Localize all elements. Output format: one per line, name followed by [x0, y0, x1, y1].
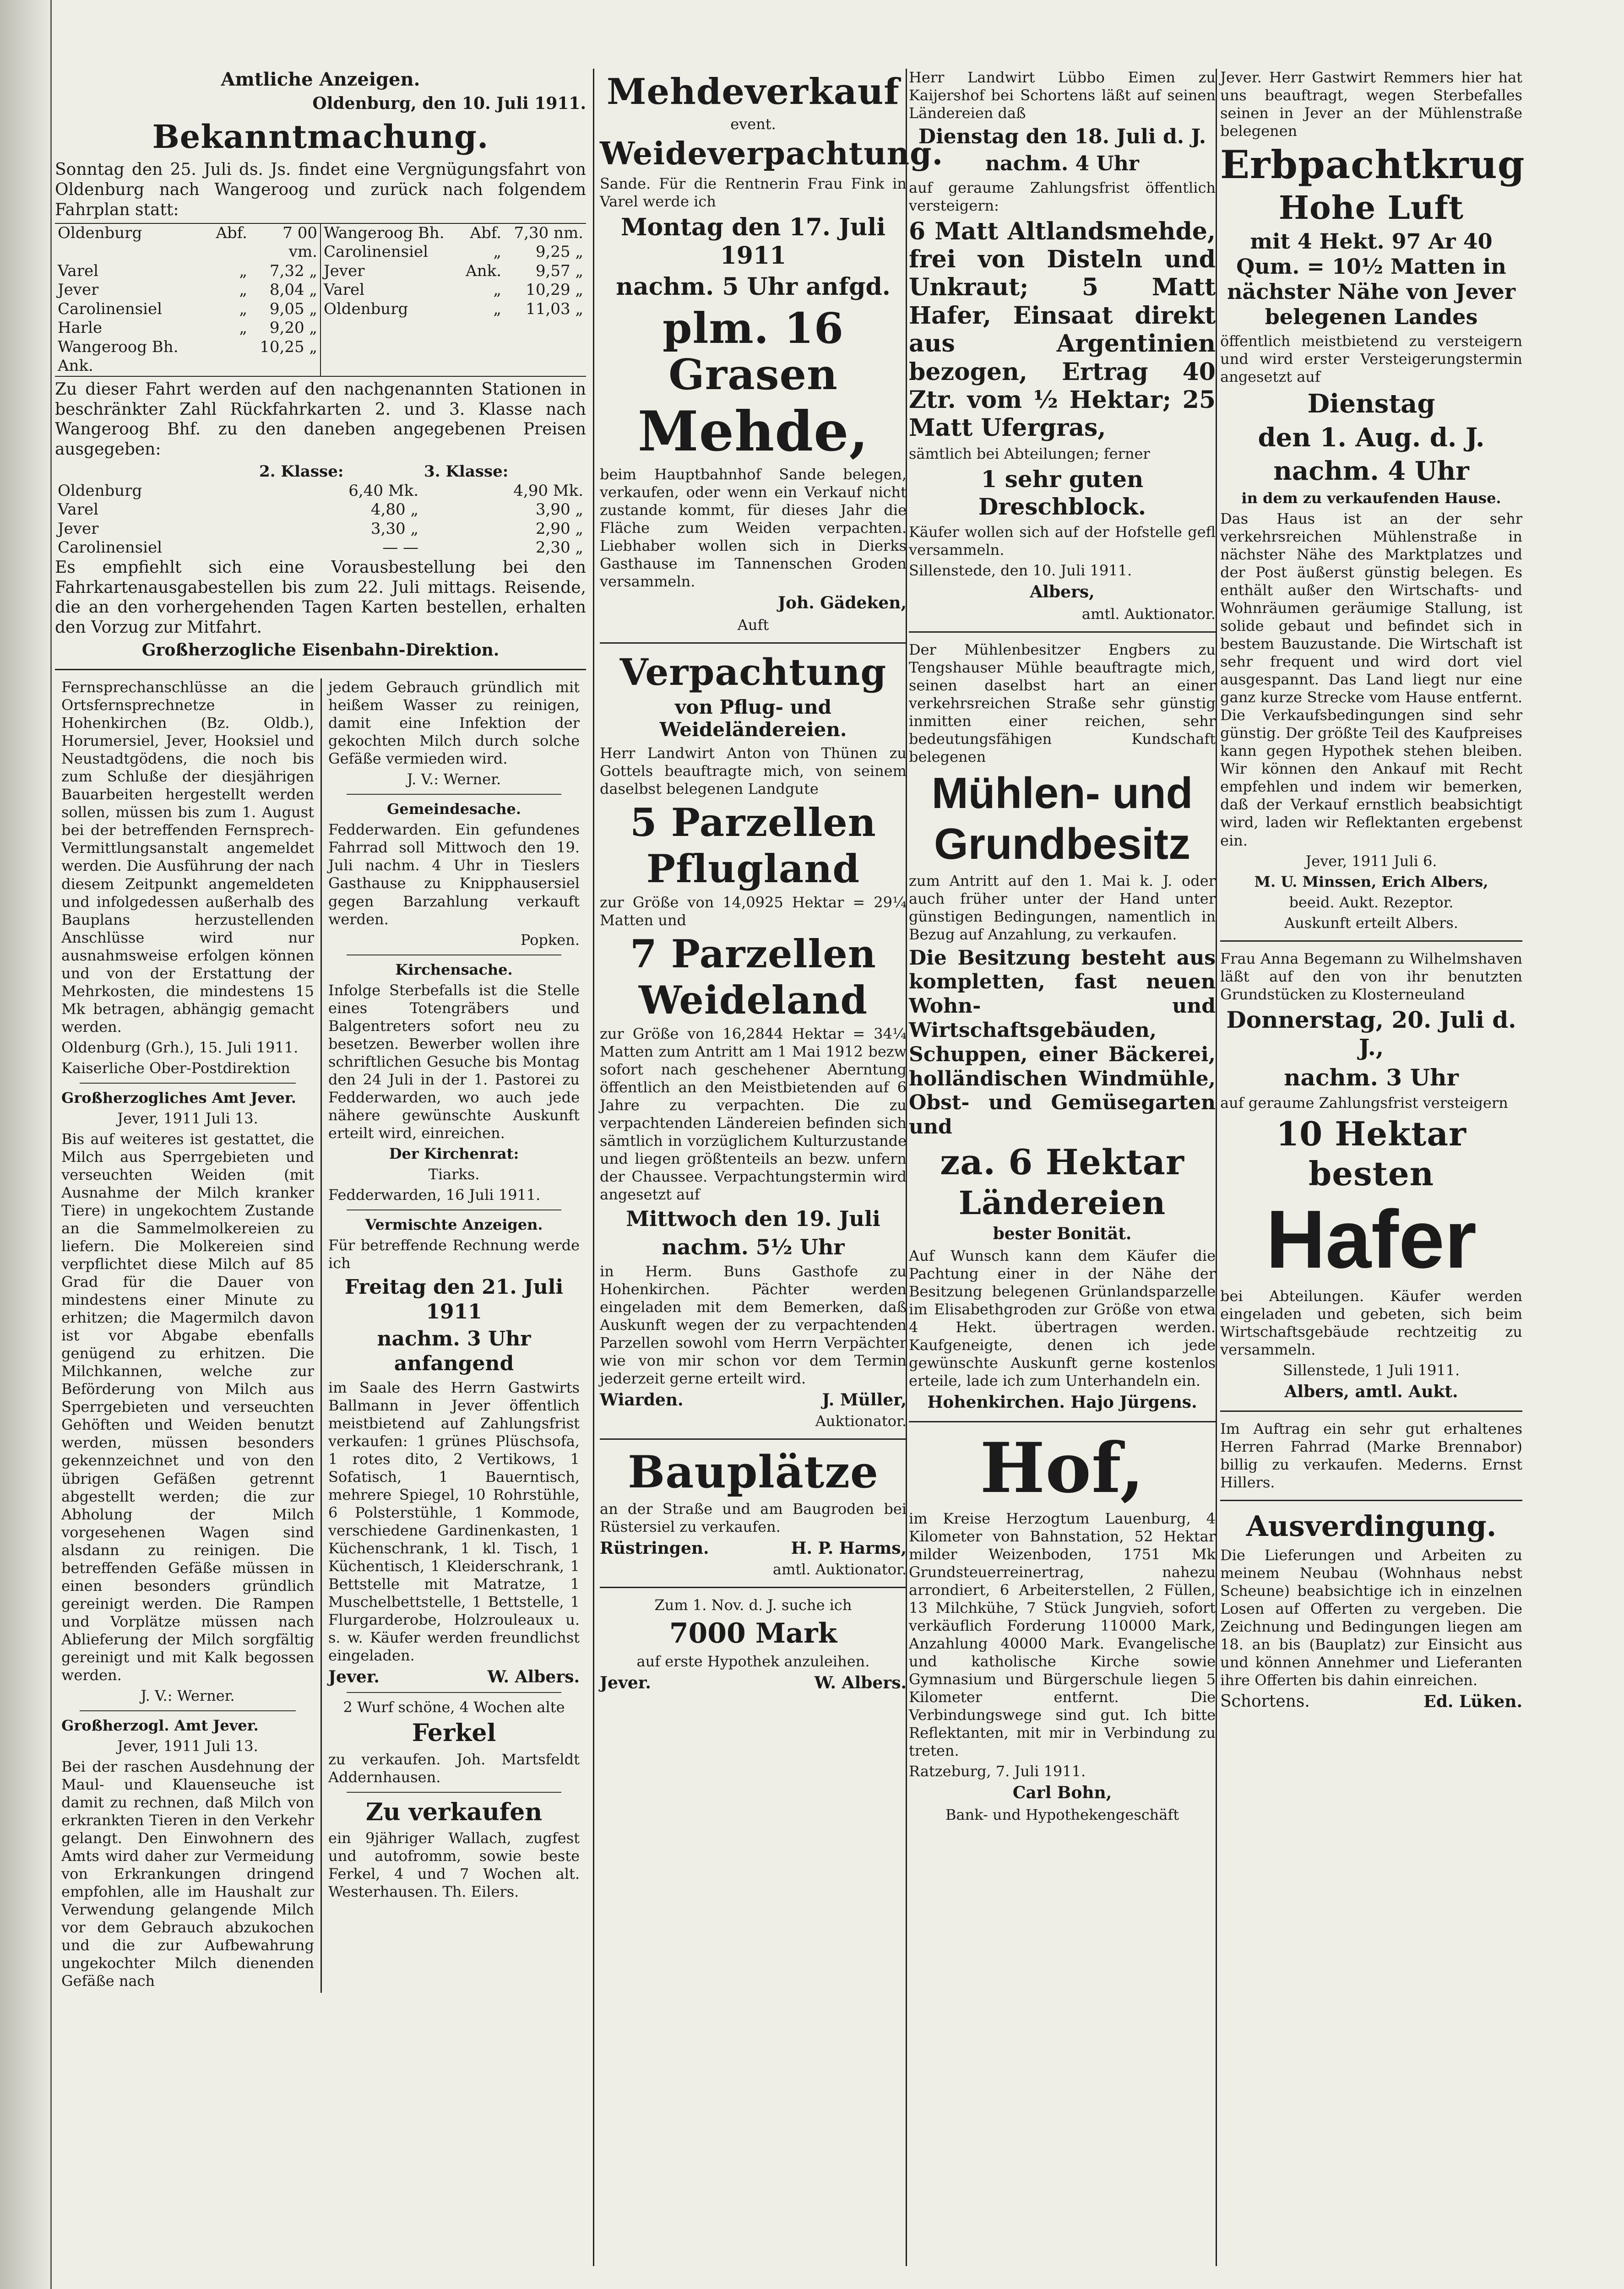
fare-row-cell: 4,80 „ [370, 500, 419, 519]
inn-text: öffentlich meistbietend zu versteigern und wird erster Versteigerungstermin angesetzt auf [1220, 332, 1522, 386]
timetable-row-cell: „ [239, 299, 247, 318]
farm-date: Ratzeburg, 7. Juli 1911. [909, 1763, 1086, 1780]
inn-date: den 1. Aug. d. J. [1258, 422, 1485, 453]
hay-word: Mehde, [637, 399, 869, 464]
church-heading: Kirchensache. [395, 960, 513, 978]
loan-amount: 7000 Mark [669, 1617, 837, 1649]
pasture-land: Weideland [638, 977, 868, 1023]
misc-heading: Vermischte Anzeigen. [365, 1216, 543, 1234]
lease-place: Wiarden. [600, 1390, 684, 1410]
timetable-row-cell: Carolinensiel [58, 299, 162, 318]
tender-signer: Ed. Lüken. [1423, 1692, 1522, 1711]
timetable-row [321, 243, 586, 261]
adjacent-page-edge [0, 0, 52, 2289]
lease-intro: Herr Landwirt Anton von Thünen zu Gottels beauftragte mich, von seinem daselbst belegenen Landgute [600, 744, 907, 798]
loan-intro: Zum 1. Nov. d. J. suche ich [654, 1596, 852, 1614]
timetable-row [55, 224, 320, 262]
pasture-text: zur Größe von 16,2844 Hektar = 34¼ Matten zum Antritt am 1 Mai 1912 bezw sofort nach geschehener Aberntung öffentlich an den Meistbietenden auf 6 Jahre zu verpachten. Die zu verpachtenden Ländereien befinden sich sämtlich in vorzüglichem Kulturzustande und liegen größtenteils an bezw. unfern der Chaussee. Verpachtungstermin wird angesetzt auf [600, 1025, 907, 1204]
fare-intro: Zu dieser Fahrt werden auf den nachgenannten Stationen in beschränkter Zahl Rückfahrkarten 2. und 3. Klasse nach Wangeroog Bhf. zu den daneben angegebenen Preisen ausgegeben: [55, 380, 586, 459]
timetable-row-cell: Carolinensiel [324, 243, 428, 261]
inn-date-line: Jever, 1911 Juli 6. [1305, 852, 1437, 870]
fare-row-cell: 3,90 „ [535, 500, 583, 519]
fare-row-cell: 2,30 „ [535, 538, 583, 557]
timetable-row-cell: „ [239, 281, 247, 299]
milk-notice-sign: J. V.: Werner. [141, 1687, 235, 1704]
hay-date: Montag den 17. Juli 1911 [620, 213, 886, 270]
mill-quality: bester Bonität. [993, 1224, 1132, 1243]
mill-description: Die Besitzung besteht aus kompletten, fast neuen Wohn- und Wirtschaftsgebäuden, Schuppen, einer Bäckerei, holländischen Windmühle, Obst- und Gemüsegarten und [909, 946, 1216, 1139]
divider [80, 1083, 296, 1084]
lease-heading: Verpachtung [619, 651, 887, 694]
oats2-heading: Hafer [1266, 1193, 1477, 1286]
municipal-heading: Gemeindesache. [386, 800, 521, 818]
hay-signer-title: Auft [737, 616, 769, 634]
timetable-outbound [55, 224, 320, 376]
oats-time: nachm. 4 Uhr [985, 152, 1139, 175]
mill-intro: Der Mühlenbesitzer Engbers zu Tengshauser Mühle beauftragte mich, seinen daselbst hart an einer verkehrsreichen Straße sehr günstig inmitten einer reichen, sehr bedeutungsfähigen Kundschaft belegenen [909, 640, 1216, 765]
pasture-parcels: 7 Parzellen [630, 931, 876, 977]
farm-heading: Hof, [980, 1427, 1145, 1508]
fare-row-cell: Varel [58, 500, 98, 519]
building-plots-heading: Bauplätze [628, 1446, 879, 1498]
lease-terms: in Herm. Buns Gasthofe zu Hohenkirchen. Pächter werden eingeladen mit dem Bemerken, daß Auskunft wegen der zu verpachtenden Parzellen sowohl vom Herrn Verpächter wie von mir schon vor dem Termin jederzeit gerne erteilt wird. [600, 1262, 907, 1387]
timetable-row-cell: Varel [324, 281, 364, 299]
lease-signer-title: Auktionator. [815, 1412, 907, 1430]
fare-row [55, 482, 586, 500]
inn-signers: M. U. Minssen, Erich Albers, [1254, 873, 1488, 890]
oats-signer-title: amtl. Auktionator. [1081, 605, 1216, 623]
column-2 [600, 69, 944, 1695]
loan-signer: W. Albers. [814, 1673, 907, 1692]
telephone-notice: Fernsprechanschlüsse an die Ortsfernsprechnetze in Hohenkirchen (Bz. Oldb.), Horumersiel, Jever, Hooksiel und Neustadtgödens, die noch bis zum Schluße der diesjährigen Bauarbeiten hergestellt werden sollen, müssen bis zum 1. August bei der betreffenden Fernsprech-Vermittlungsanstalt angemeldet werden. Die Ausführung der nach diesem Zeitpunkt angemeldeten und infolgedessen außerhalb des Bauplans herzustellenden Anschlüsse wird nur ausnahmsweise erfolgen können und von der Erstattung der Mehrkosten, die mindestens 15 Mk betragen, abhängig gemacht werden. [61, 678, 314, 1036]
hay-sale-sub: event. [730, 115, 776, 133]
column-4 [1220, 69, 1525, 1714]
oats-date-line: Sillenstede, den 10. Juli 1911. [909, 561, 1132, 579]
inn-place: in dem zu verkaufenden Hause. [1241, 489, 1501, 507]
piglets-heading: Ferkel [412, 1719, 496, 1747]
inn-day: Dienstag [1307, 389, 1435, 419]
municipal-text: Fedderwarden. Ein gefundenes Fahrrad soll Mittwoch den 19. Juli nachm. 4 Uhr in Tieslers Gasthause zu Knipphausersiel gegen Barzahlung verkauft werden. [328, 821, 580, 928]
subcolumn-right [320, 678, 586, 1993]
threshing-block: 1 sehr guten Dreschblock. [978, 465, 1146, 520]
fare-row-cell: — — [382, 538, 419, 557]
fare-table [55, 462, 586, 557]
oats2-text: auf geraume Zahlungsfrist versteigern [1220, 1094, 1508, 1112]
inn-land: mit 4 Hekt. 97 Ar 40 Qum. = 10½ Matten in nächster Nähe von Jever belegenen Landes [1227, 228, 1516, 330]
loan-place: Jever. [600, 1673, 651, 1692]
hay-text: beim Hauptbahnhof Sande belegen, verkaufen, oder wenn ein Verkauf nicht zustande kommt, für dieses Jahr die Fläche zum Weiden verpachten. Liebhaber wollen sich in Dierks Gasthause im Tannenschen Groden versammeln. [600, 466, 907, 591]
mill-text: zum Antritt auf den 1. Mai k. J. oder auch früher unter der Hand unter günstigen Bedingungen, namentlich in Bezug auf Anzahlung, zu verkaufen. [909, 872, 1216, 943]
divider [55, 669, 586, 670]
building-plots-signature [600, 1539, 907, 1558]
fare-row-cell: 3,30 „ [370, 519, 419, 538]
disease-notice: Bei der raschen Ausdehnung der Maul- und Klauenseuche ist damit zu rechnen, daß Milch von erkrankten Tieren in den Verkehr gelangt. Den Einwohnern des Amts wird daher zur Vermeidung von Erkrankungen dringend empfohlen, alle im Haushalt zur Verwendung gelangende Milch vor dem Gebrauch abzukochen und die zur Aufbewahrung ungekochter Milch dienenden Gefäße nach [61, 1757, 314, 1990]
loan-text: auf erste Hypothek anzuleihen. [636, 1652, 870, 1670]
tender-heading: Ausverdingung. [1246, 1509, 1497, 1543]
divider [600, 1438, 907, 1440]
auction-intro: Für betreffende Rechnung werde ich [328, 1237, 580, 1272]
bicycle-ad: Im Auftrag ein sehr gut erhaltenes Herren Fahrrad (Marke Brennabor) billig zu verkaufen. Mederns. Ernst Hillers. [1220, 1420, 1522, 1492]
building-plots-signer: H. P. Harms, [791, 1538, 907, 1558]
timetable-row-cell: Abf. [470, 223, 502, 242]
inn-intro: Jever. Herr Gastwirt Remmers hier hat uns beauftragt, wegen Sterbefalles seinen in Jever an der Mühlenstraße belegenen [1220, 69, 1522, 140]
announcement-intro: Sonntag den 25. Juli ds. Js. findet eine Vergnügungsfahrt von Oldenburg nach Wangeroog und zurück nach folgendem Fahrplan statt: [55, 160, 586, 220]
fare-row [55, 538, 586, 557]
divider [347, 794, 561, 795]
timetable-row-cell: „ [239, 319, 247, 337]
timetable-row-cell: Wangeroog Bh. [324, 223, 445, 242]
authority-signature: Großherzogliche Eisenbahn-Direktion. [141, 640, 500, 660]
divider [909, 631, 1216, 633]
subcolumn-left [55, 678, 320, 1993]
oats2-signer: Albers, amtl. Aukt. [1284, 1382, 1458, 1402]
oats-text: auf geraume Zahlungsfrist öffentlich versteigern: [909, 179, 1216, 214]
fare-row-cell: Jever [58, 519, 99, 538]
divider [1220, 1500, 1522, 1501]
building-plots-text: an der Straße und am Baugroden bei Rüstersiel zu verkaufen. [600, 1500, 907, 1535]
inn-heading: Erbpachtkrug [1220, 142, 1525, 188]
timetable-row [55, 300, 320, 319]
disease-notice-sign: J. V.: Werner. [407, 770, 501, 788]
mill-signature: Hohenkirchen. Hajo Jürgens. [927, 1392, 1197, 1412]
office-date: Jever, 1911 Juli 13. [117, 1737, 258, 1755]
column-rule [1216, 69, 1217, 2266]
timetable-row-cell: 10,29 „ [526, 281, 583, 299]
timetable [55, 223, 586, 377]
inn-signer-titles: beeid. Aukt. Rezeptor. [1289, 893, 1454, 911]
tender-signature [1220, 1692, 1522, 1711]
divider [1220, 940, 1522, 942]
oats2-date-line: Sillenstede, 1 Juli 1911. [1282, 1361, 1460, 1379]
hay-intro: Sande. Für die Rentnerin Frau Fink in Varel werde ich [600, 174, 907, 210]
lease-signer: J. Müller, [822, 1390, 907, 1410]
building-plots-title: amtl. Auktionator. [772, 1560, 907, 1578]
timetable-row [321, 262, 586, 281]
fare-row [55, 500, 586, 519]
timetable-row [55, 281, 320, 299]
plow-size: zur Größe von 14,0925 Hektar = 29¼ Matten und [600, 894, 907, 929]
timetable-row-cell: 9,57 „ [535, 261, 583, 280]
timetable-row-cell: Varel [58, 261, 98, 280]
fare-row-cell: 4,90 Mk. [513, 481, 583, 500]
mill-lands: Ländereien [958, 1183, 1166, 1222]
church-text: Infolge Sterbefalls ist die Stelle eines Totengräbers und Balgentreters sofort neu zu besetzen. Bewerber wollen ihre schriftlichen Gesuche bis Montag den 24 Juli in der 1. Pastorei zu Fedderwarden, wo auch jede nähere gewünschte Auskunft erteilt wird, einreichen. [328, 981, 580, 1142]
oats2-text2: bei Abteilungen. Käufer werden eingeladen und gebeten, sich beim Wirtschaftsgebäude rechtzeitig zu versammeln. [1220, 1287, 1522, 1359]
timetable-return-table [321, 224, 586, 319]
fare-row-cell: 6,40 Mk. [348, 481, 419, 500]
church-sign: Der Kirchenrat: [389, 1144, 519, 1162]
building-plots-place: Rüstringen. [600, 1538, 709, 1558]
municipal-sign: Popken. [520, 931, 580, 949]
lease-date: Mittwoch den 19. Juli [626, 1206, 880, 1231]
divider [600, 642, 907, 644]
piglets-intro: 2 Wurf schöne, 4 Wochen alte [343, 1698, 565, 1716]
section-header: Amtliche Anzeigen. [221, 69, 420, 90]
timetable-row [321, 300, 586, 319]
auction-text: im Saale des Herrn Gastwirts Ballmann in Jever öffentlich meistbietend auf Zahlungsfrist verkaufen: 1 grünes Plüschsofa, 1 rotes dito, 2 Vertikows, 1 Sofatisch, 1 Bauerntisch, mehrere Spiegel, 10 Rohrstühle, 6 Polsterstühle, 1 Kommode, verschiedene Gardinenkasten, 1 Küchenschrank, 1 kl. Tisch, 1 Küchentisch, 1 Kleiderschrank, 1 Bettstelle mit Matratze, 1 Muschelbettstelle, 1 Bettstelle, 1 Flurgarderobe, Holzrouleaux u. s. w. Käufer werden freundlichst eingeladen. [328, 1378, 580, 1665]
plow-parcels: 5 Parzellen [630, 800, 876, 846]
timetable-outbound-table [55, 224, 320, 376]
timetable-row [55, 262, 320, 281]
oats2-hectares: 10 Hektar [1276, 1114, 1466, 1153]
church-date: Fedderwarden, 16 Juli 1911. [328, 1186, 541, 1204]
auction-signature [328, 1667, 580, 1687]
divider [347, 1792, 561, 1793]
class3-header: 3. Klasse: [424, 462, 509, 481]
tender-text: Die Lieferungen und Arbeiten zu meinem Neubau (Wohnhaus nebst Scheune) beabsichtige ich in einzelnen Losen auf Offerten zu vergeben. Die Zeichnung und Bedingungen liegen am 18. an bis (Bauplatz) zur Einsicht aus und können Annehmer und Lieferanten ihre Offerten bis dahin einreichen. [1220, 1546, 1522, 1689]
office-heading: Großherzogl. Amt Jever. [61, 1716, 259, 1734]
fare-row-cell: Carolinensiel [58, 538, 162, 557]
timetable-row-cell: 9,20 „ [269, 319, 317, 337]
inn-time: nachm. 4 Uhr [1273, 456, 1469, 486]
timetable-row-cell: „ [493, 299, 502, 318]
timetable-row [321, 224, 586, 243]
oats-text2: sämtlich bei Abteilungen; ferner [909, 445, 1150, 462]
plow-land: Pflugland [646, 846, 860, 891]
column-1 [55, 69, 586, 1993]
timetable-return [320, 224, 586, 376]
timetable-row-cell: Oldenburg [58, 223, 142, 242]
divider [347, 1692, 561, 1693]
lease-signature [600, 1390, 907, 1410]
oats-date: Dienstag den 18. Juli d. J. [918, 125, 1206, 149]
for-sale-text: ein 9jähriger Wallach, zugfest und autofromm, sowie beste Ferkel, 4 und 7 Wochen alt. Westerhausen. Th. Eilers. [328, 1829, 580, 1901]
timetable-row-cell: „ [239, 261, 247, 280]
timetable-row [321, 281, 586, 299]
timetable-row-cell: Oldenburg [324, 299, 408, 318]
divider [909, 1421, 1216, 1422]
divider [1220, 1410, 1522, 1412]
timetable-row-cell: Harle [58, 319, 103, 337]
hay-sale-heading: Mehdeverkauf [607, 71, 900, 113]
lease-time: nachm. 5½ Uhr [662, 1234, 845, 1259]
piglets-text: zu verkaufen. Joh. Martsfeldt Addernhausen. [328, 1750, 580, 1786]
lease-subheading: von Pflug- und Weideländereien. [659, 696, 847, 741]
oats2-intro: Frau Anna Begemann zu Wilhelmshaven läßt auf den von ihr benutzten Grundstücken zu Klosterneuland [1220, 949, 1522, 1003]
church-sign-name: Tiarks. [428, 1165, 480, 1183]
timetable-row-cell: Jever [58, 281, 99, 299]
office-heading: Großherzogliches Amt Jever. [61, 1089, 296, 1107]
disease-notice-continued: jedem Gebrauch gründlich mit heißem Wasser zu reinigen, damit eine Infektion der gekochten Milch durch solche Gefäße vermieden wird. [328, 678, 580, 768]
oats-intro: Herr Landwirt Lübbo Eimen zu Kaijershof bei Schortens läßt auf seinen Ländereien daß [909, 69, 1216, 122]
timetable-row-cell: 10,25 „ [260, 337, 317, 356]
column-rule [593, 69, 594, 2266]
timetable-row-cell: 9,05 „ [269, 299, 317, 318]
oats2-time: nachm. 3 Uhr [1284, 1063, 1459, 1091]
timetable-row-cell: Jever [324, 261, 365, 280]
announcement-title: Bekanntmachung. [152, 117, 489, 156]
hay-time: nachm. 5 Uhr anfgd. [616, 273, 891, 301]
pasture-lease-heading: Weideverpachtung. [600, 135, 944, 172]
oats2-best: besten [1308, 1154, 1434, 1193]
mill-heading: Mühlen- und [931, 768, 1193, 818]
hay-signer: Joh. Gädeken, [778, 593, 907, 613]
auction-date: Freitag den 21. Juli 1911 [344, 1275, 564, 1323]
column-1-subcolumns [55, 678, 586, 1993]
timetable-row-cell: Abf. [216, 223, 247, 242]
oats-items: 6 Matt Altlandsmehde, frei von Disteln und Unkraut; 5 Matt Hafer, Einsaat direkt aus Argentinien bezogen, Ertrag 40 Ztr. vom ½ Hektar; 25 Matt Ufergras, [909, 217, 1216, 442]
oats2-date: Donnerstag, 20. Juli d. J., [1226, 1006, 1516, 1061]
fare-row-cell: Oldenburg [58, 481, 142, 500]
timetable-row-cell: „ [493, 243, 502, 261]
loan-signature [600, 1673, 907, 1692]
dateline: Oldenburg, den 10. Juli 1911. [312, 93, 586, 113]
mill-heading-2: Grundbesitz [934, 819, 1190, 868]
auction-time: nachm. 3 Uhr anfangend [377, 1327, 531, 1376]
office-date: Jever, 1911 Juli 13. [117, 1109, 258, 1127]
mill-hectares: za. 6 Hektar [940, 1142, 1184, 1182]
oats-signer: Albers, [1030, 582, 1095, 602]
timetable-row-cell: 11,03 „ [526, 299, 583, 318]
fare-row-cell: 2,90 „ [535, 519, 583, 538]
hay-amount: plm. 16 Grasen [663, 303, 844, 400]
farm-signer-title: Bank- und Hypothekengeschäft [945, 1806, 1179, 1824]
inn-description: Das Haus ist an der sehr verkehrsreichen Mühlenstraße in nächster Nähe des Marktplatzes und der Post äußerst günstig belegen. Es enthält außer den Wirtschafts- und Wohnräumen geräumige Stallung, ist solide gebaut und befindet sich in bestem Bauzustande. Die Wirtschaft ist sehr frequent und wird dort viel ausgespannt. Das Land liegt nur eine ganz kurze Strecke vom Hause entfernt. Die Verkaufsbedingungen sind sehr günstig. Der größte Teil des Kaufpreises kann gegen Hypothek stehen bleiben. Wir können den Ankauf mit Recht empfehlen und indem wir bemerken, daß der Verkauf ernstlich beabsichtigt wird, laden wir Reflektanten ergebenst ein. [1220, 510, 1522, 849]
farm-signer: Carl Bohn, [1012, 1783, 1112, 1803]
oats-text3: Käufer wollen sich auf der Hofstelle gefl versammeln. [909, 523, 1216, 559]
inn-name: Hohe Luft [1278, 188, 1464, 227]
mill-text2: Auf Wunsch kann dem Käufer die Pachtung einer in der Nähe der Besitzung belegenen Grünlandsparzelle im Elisabethgroden zur Größe von etwa 4 Hekt. übertragen werden. Kaufgeneigte, denen ich jede gewünschte Auskunft gerne kostenlos erteile, lade ich zum Unterhandeln ein. [909, 1247, 1216, 1389]
divider [80, 1710, 296, 1711]
tender-place: Schortens. [1220, 1692, 1310, 1711]
timetable-row-cell: 7 00 vm. [282, 223, 317, 261]
telephone-notice-sign: Kaiserliche Ober-Postdirektion [61, 1059, 290, 1077]
timetable-row-cell [213, 338, 250, 376]
timetable-row-cell: 7,30 nm. [514, 223, 583, 242]
auction-place: Jever. [328, 1667, 380, 1687]
for-sale-heading: Zu verkaufen [365, 1798, 543, 1826]
timetable-row-cell: „ [493, 281, 502, 299]
timetable-row [55, 338, 320, 376]
timetable-row-cell: 7,32 „ [269, 261, 317, 280]
timetable-row-cell: Ank. [466, 261, 502, 280]
milk-notice: Bis auf weiteres ist gestattet, die Milch aus Sperrgebieten und verseuchten Weiden (mit Ausnahme der Milch kranker Tiere) in ungekochtem Zustande an die Sammelmolkereien zu liefern. Die Molkereien sind verpflichtet diese Milch auf 85 Grad für die Dauer von mindestens einer Minute zu erhitzen; die Magermilch davon ist vor Abgabe ebenfalls genügend zu erhitzen. Die Milchkannen, welche zur Beförderung von Milch aus Sperrgebieten und verseuchten Gehöften und Weiden benutzt werden, müssen besonders gekennzeichnet und von den übrigen Gefäßen getrennt abgestellt werden; die zur Abholung der Milch vorgesehenen Wagen sind alsdann zu reinigen. Die betreffenden Gefäße müssen in einen besonders gründlich gereinigt werden. Die Rampen und Vorplätze müssen nach Ablieferung der Milch sorgfältig gereinigt und mit Kalk begossen werden. [61, 1130, 314, 1684]
telephone-notice-date: Oldenburg (Grh.), 15. Juli 1911. [61, 1038, 299, 1056]
timetable-row-cell: 8,04 „ [269, 281, 317, 299]
timetable-row-cell: 9,25 „ [535, 243, 583, 261]
fare-row [55, 520, 586, 538]
farm-text: im Kreise Herzogtum Lauenburg, 4 Kilometer von Bahnstation, 52 Hektar milder Weizenboden, 1751 Mk Grundsteuerreinertrag, nahezu arrondiert, 6 Arbeiterstellen, 2 Füllen, 13 Milchkühe, 7 Stück Jungvieh, sofort verkäuflich Forderung 110000 Mark, Anzahlung 40000 Mark. Evangelische und katholische Kirche sowie Gymnasium und Bürgerschule liegen 5 Kilometer entfernt. Die Verbindungswege sind gut. Ich bitte Reflektanten, mit mir in Verbindung zu treten. [909, 1509, 1216, 1760]
timetable-row [55, 319, 320, 337]
timetable-row-cell: Wangeroog Bh. Ank. [58, 337, 179, 375]
fare-note: Es empfiehlt sich eine Vorausbestellung bei den Fahrkartenausgabestellen bis zum 22. Juli mittags. Reisende, die an den vorhergehenden Tagen Karten bestellen, erhalten den Vorzug zur Mitfahrt. [55, 558, 586, 637]
divider [600, 1587, 907, 1588]
auction-signer: W. Albers. [487, 1667, 580, 1687]
class2-header: 2. Klasse: [259, 462, 344, 481]
inn-info: Auskunft erteilt Albers. [1284, 914, 1458, 932]
column-3 [909, 69, 1216, 1827]
